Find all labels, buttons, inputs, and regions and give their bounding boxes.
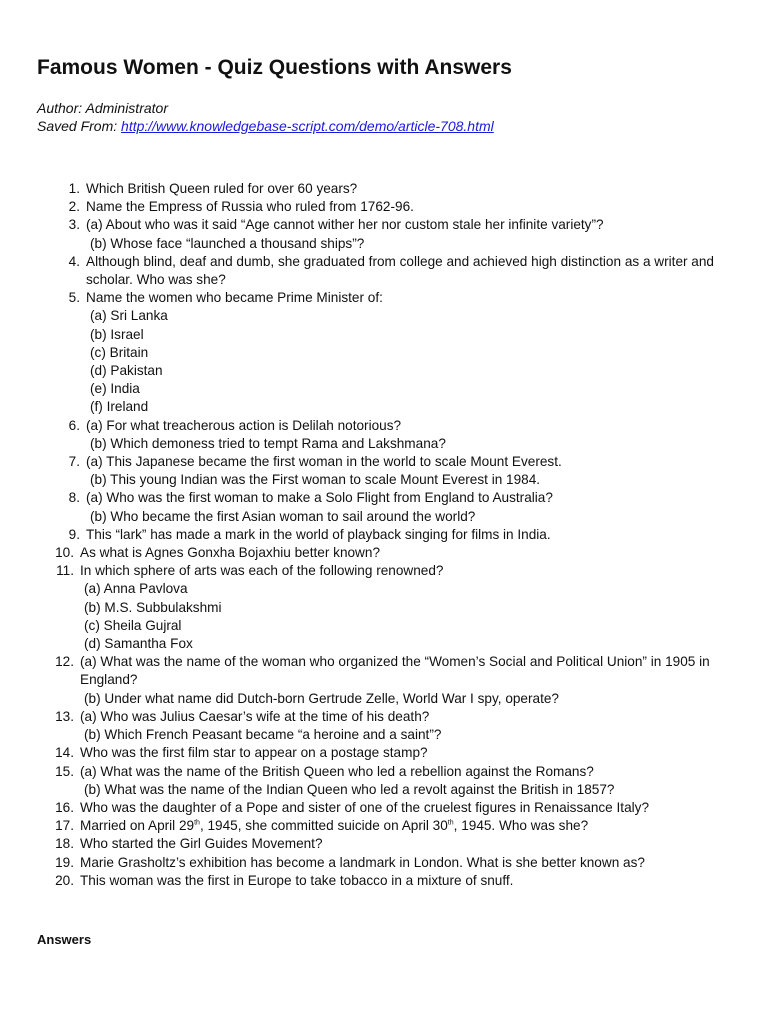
question-number: 9. xyxy=(68,526,80,542)
question-subpart: (b) Which demoness tried to tempt Rama and Lakshmana? xyxy=(90,435,446,451)
question-text xyxy=(80,763,737,799)
question-line: Who started the Girl Guides Movement? xyxy=(80,836,323,852)
question-item xyxy=(37,216,737,252)
question-item xyxy=(37,744,737,762)
question-line: (a) Who was the first woman to make a Solo Flight from England to Australia? xyxy=(86,490,553,506)
question-line: (a) This Japanese became the first woman in the world to scale Mount Everest. xyxy=(86,454,562,470)
question-item xyxy=(37,872,737,890)
question-text xyxy=(80,817,737,835)
question-item xyxy=(37,708,737,744)
question-line xyxy=(80,817,737,835)
question-item xyxy=(37,799,737,817)
question-line: This woman was the first in Europe to take tobacco in a mixture of snuff. xyxy=(80,872,514,888)
question-item xyxy=(37,835,737,853)
question-subpart: (b) This young Indian was the First woman to scale Mount Everest in 1984. xyxy=(90,472,541,488)
question-number: 20. xyxy=(55,872,74,888)
question-line: (a) What was the name of the woman who organized the “Women’s Social and Political Union” in 1905 in England? xyxy=(80,654,710,688)
question-subpart: (e) India xyxy=(90,381,140,397)
question-text xyxy=(86,216,737,252)
question-number: 19. xyxy=(55,854,74,870)
question-item xyxy=(37,763,737,799)
document-meta xyxy=(37,99,494,135)
question-line: (a) What was the name of the British Queen who led a rebellion against the Romans? xyxy=(80,763,594,779)
question-text xyxy=(86,289,737,416)
question-item xyxy=(37,198,737,216)
question-text xyxy=(80,562,737,653)
question-fragment: , 1945. Who was she? xyxy=(453,818,589,834)
author-line: Author: Administrator xyxy=(37,100,168,116)
question-item xyxy=(37,526,737,544)
question-line: Name the Empress of Russia who ruled from 1762-96. xyxy=(86,199,414,215)
saved-from-line xyxy=(37,117,494,135)
question-line: Although blind, deaf and dumb, she graduated from college and achieved high distinction as a writer and scholar. Who was she? xyxy=(86,253,714,288)
question-line: Marie Grasholtz’s exhibition has become a landmark in London. What is she better known as? xyxy=(80,854,645,870)
question-text xyxy=(86,253,737,289)
question-line: Name the women who became Prime Minister of: xyxy=(86,290,383,306)
question-item xyxy=(37,562,737,653)
question-text xyxy=(80,872,737,890)
question-subpart: (a) Anna Pavlova xyxy=(84,581,188,597)
question-subpart: (b) What was the name of the Indian Queen who led a revolt against the British in 1857? xyxy=(84,781,615,797)
question-subpart: (b) Who became the first Asian woman to sail around the world? xyxy=(90,508,476,524)
question-line: (a) About who was it said “Age cannot wither her nor custom stale her infinite variety”? xyxy=(86,217,604,233)
question-subpart: (b) Whose face “launched a thousand ships”? xyxy=(90,235,365,251)
question-number: 7. xyxy=(68,454,80,470)
question-subpart: (b) Israel xyxy=(90,326,144,342)
question-text xyxy=(86,180,737,198)
question-subpart: (a) Sri Lanka xyxy=(90,308,168,324)
question-item xyxy=(37,253,737,289)
question-subpart: (c) Britain xyxy=(90,344,149,360)
question-subpart: (f) Ireland xyxy=(90,399,149,415)
question-text xyxy=(80,653,737,708)
question-number: 5. xyxy=(68,290,80,306)
saved-from-label: Saved From: xyxy=(37,118,122,134)
question-subpart: (c) Sheila Gujral xyxy=(84,617,182,633)
question-item xyxy=(37,453,737,489)
question-subpart: (b) Which French Peasant became “a heroine and a saint”? xyxy=(84,727,442,743)
question-number: 12. xyxy=(55,654,74,670)
question-subpart: (d) Pakistan xyxy=(90,363,163,379)
question-line: Which British Queen ruled for over 60 years? xyxy=(86,181,358,196)
question-number: 8. xyxy=(68,490,80,506)
question-item xyxy=(37,653,737,708)
question-text xyxy=(80,708,737,744)
question-text xyxy=(86,417,737,453)
question-item xyxy=(37,489,737,525)
question-number: 15. xyxy=(55,763,74,779)
question-number: 13. xyxy=(55,708,74,724)
question-number: 18. xyxy=(55,836,74,852)
question-number: 17. xyxy=(55,818,74,834)
ordinal-suffix: th xyxy=(447,819,454,827)
question-line: Who was the first film star to appear on a postage stamp? xyxy=(80,745,428,761)
question-number: 2. xyxy=(68,199,80,215)
question-item xyxy=(37,544,737,562)
question-text xyxy=(80,835,737,853)
question-item xyxy=(37,817,737,835)
question-list xyxy=(37,180,737,890)
answers-heading: Answers xyxy=(37,932,92,947)
question-text xyxy=(86,453,737,489)
question-number: 11. xyxy=(56,563,74,579)
question-item xyxy=(37,289,737,416)
question-number: 6. xyxy=(68,417,80,433)
question-line: (a) Who was Julius Caesar’s wife at the time of his death? xyxy=(80,708,430,724)
page-title: Famous Women - Quiz Questions with Answers xyxy=(37,56,512,79)
question-number: 4. xyxy=(68,253,80,269)
question-number: 10. xyxy=(55,545,74,561)
question-text xyxy=(86,198,737,216)
question-item xyxy=(37,417,737,453)
question-number: 3. xyxy=(68,217,80,233)
question-subpart: (b) Under what name did Dutch-born Gertrude Zelle, World War I spy, operate? xyxy=(84,690,559,706)
question-line: (a) For what treacherous action is Delilah notorious? xyxy=(86,417,402,433)
question-line: In which sphere of arts was each of the following renowned? xyxy=(80,563,444,579)
question-subpart: (b) M.S. Subbulakshmi xyxy=(84,599,222,615)
question-line: This “lark” has made a mark in the world of playback singing for films in India. xyxy=(86,526,551,542)
question-text xyxy=(86,489,737,525)
question-subpart: (d) Samantha Fox xyxy=(84,636,193,652)
question-line: As what is Agnes Gonxha Bojaxhiu better known? xyxy=(80,545,380,561)
question-text xyxy=(80,799,737,817)
question-line: Who was the daughter of a Pope and sister of one of the cruelest figures in Renaissance Italy? xyxy=(80,799,650,815)
ordinal-suffix: th xyxy=(194,819,200,827)
question-text xyxy=(80,744,737,762)
question-text xyxy=(80,544,737,562)
question-number: 1. xyxy=(68,181,80,196)
question-item xyxy=(37,854,737,872)
question-text xyxy=(80,854,737,872)
question-number: 14. xyxy=(55,745,74,761)
source-link[interactable]: http://www.knowledgebase-script.com/demo/article-708.html xyxy=(121,118,494,134)
question-fragment: , 1945, she committed suicide on April 30 xyxy=(199,818,448,834)
question-fragment: Married on April 29 xyxy=(80,818,195,834)
question-item xyxy=(37,180,737,198)
question-number: 16. xyxy=(55,799,74,815)
question-text xyxy=(86,526,737,544)
